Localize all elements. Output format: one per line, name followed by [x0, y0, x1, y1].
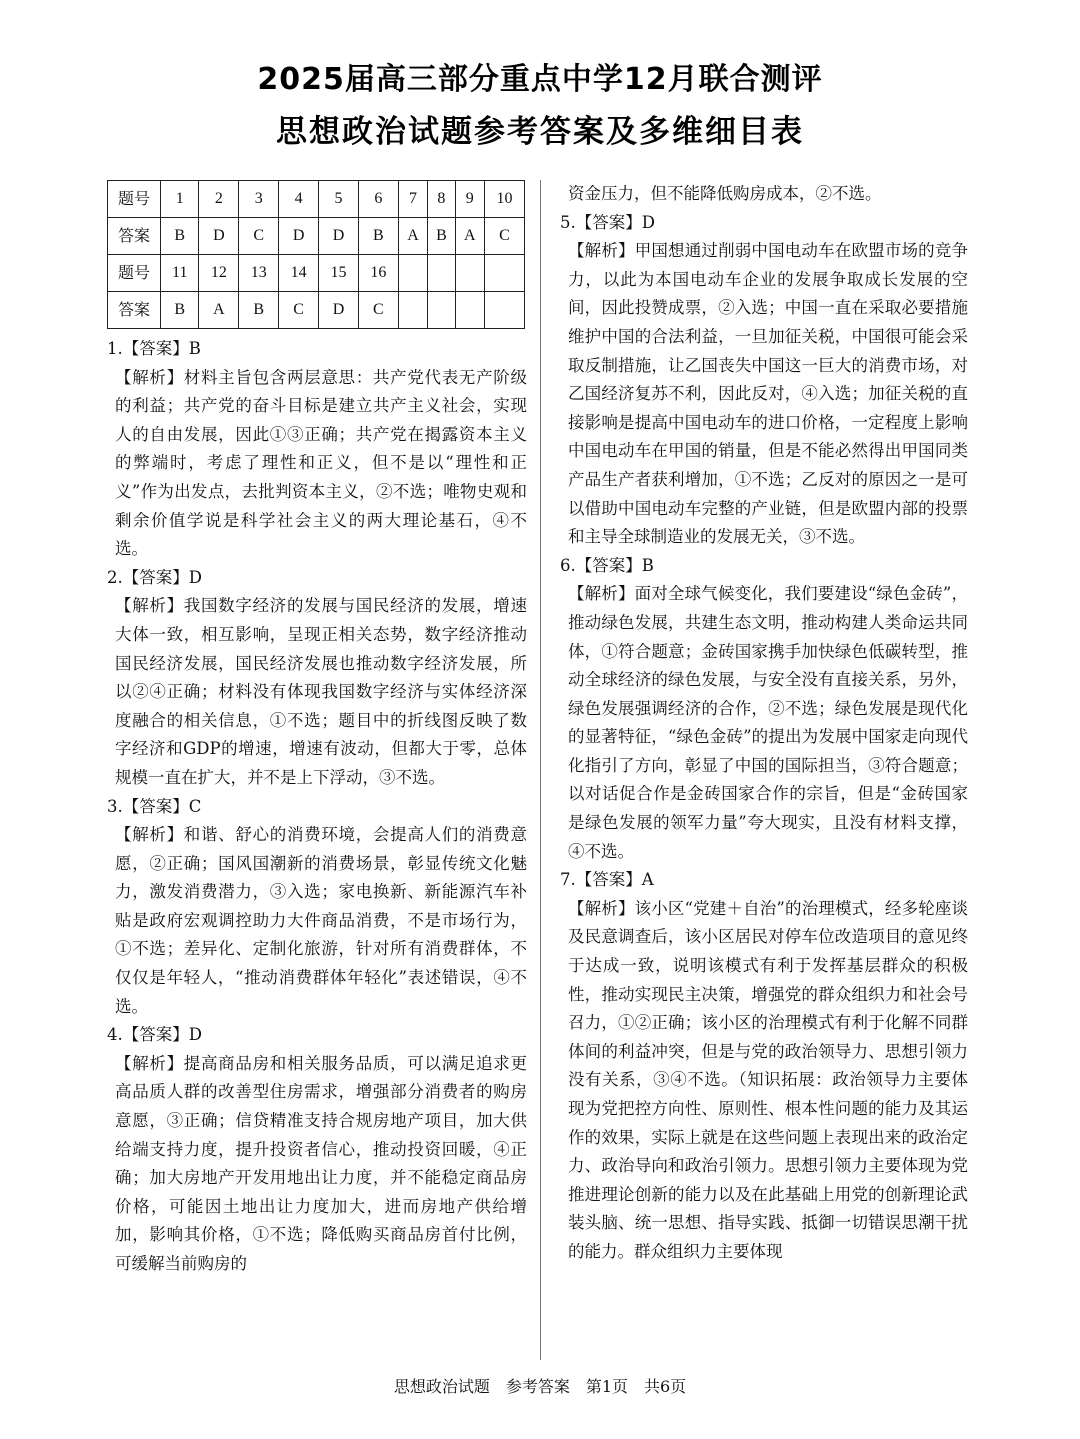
table-row [108, 255, 525, 292]
question-block-5 [560, 209, 968, 552]
table-cell: 8 [428, 181, 455, 218]
table-cell: A [199, 292, 239, 329]
page-title: 2025届高三部分重点中学12月联合测评 [257, 62, 823, 97]
answer-table [107, 180, 525, 329]
table-cell [398, 255, 427, 292]
table-cell: B [161, 218, 199, 255]
table-cell: 1 [161, 181, 199, 218]
table-cell [398, 292, 427, 329]
question-block-7 [560, 866, 968, 1266]
answer-line: 6.【答案】B [560, 555, 654, 575]
table-cell: 2 [199, 181, 239, 218]
analysis-continuation: 资金压力，但不能降低购房成本，②不选。 [568, 184, 882, 203]
table-cell: 13 [239, 255, 279, 292]
table-cell: D [279, 218, 319, 255]
table-cell: 11 [161, 255, 199, 292]
analysis-text: 【解析】材料主旨包含两层意思：共产党代表无产阶级的利益；共产党的奋斗目标是建立共产主义社会，实现人的自由发展，因此①③正确；共产党在揭露资本主义的弊端时，考虑了理性和正义，但不是以“理性和正义”作为出发点，去批判资本主义，②不选；唯物史观和剩余价值学说是科学社会主义的两大理论基石，④不选。 [115, 367, 527, 559]
left-column [107, 180, 527, 1279]
table-cell [485, 292, 525, 329]
table-cell: D [199, 218, 239, 255]
table-cell: 6 [358, 181, 398, 218]
table-cell: 4 [279, 181, 319, 218]
answer-line: 3.【答案】C [107, 796, 202, 816]
analysis-text: 【解析】我国数字经济的发展与国民经济的发展，增速大体一致，相互影响，呈现正相关态势，数字经济推动国民经济发展，国民经济发展也推动数字经济发展，所以②④正确；材料没有体现我国数字经济与实体经济深度融合的相关信息，①不选；题目中的折线图反映了数字经济和GDP的增速，增速有波动，但都大于零，总体规模一直在扩大，并不是上下浮动，③不选。 [115, 596, 527, 787]
table-cell [455, 292, 484, 329]
table-cell: 16 [358, 255, 398, 292]
table-cell [428, 292, 455, 329]
page-footer: 思想政治试题 参考答案 第1页 共6页 [393, 1377, 687, 1396]
table-cell: 7 [398, 181, 427, 218]
table-row [108, 292, 525, 329]
answer-line: 4.【答案】D [107, 1025, 202, 1045]
table-cell [428, 255, 455, 292]
table-cell: A [398, 218, 427, 255]
table-cell: 15 [319, 255, 359, 292]
question-block-4 [107, 1021, 527, 1278]
table-cell: B [428, 218, 455, 255]
table-cell: A [455, 218, 484, 255]
answer-line: 2.【答案】D [107, 567, 202, 587]
right-column [560, 180, 968, 1267]
table-header-cell: 题号 [108, 181, 161, 218]
table-cell: C [279, 292, 319, 329]
analysis-text: 【解析】提高商品房和相关服务品质，可以满足追求更高品质人群的改善型住房需求，增强部分消费者的购房意愿，③正确；信贷精准支持合规房地产项目，加大供给端支持力度，提升投资者信心，推动投资回暖，④正确；加大房地产开发用地出让力度，并不能稳定商品房价格，可能因土地出让力度加大，进而房地产供给增加，影响其价格，①不选；降低购买商品房首付比例，可缓解当前购房的 [115, 1053, 527, 1273]
table-cell: B [358, 218, 398, 255]
answer-line: 5.【答案】D [560, 212, 655, 232]
table-header-cell: 答案 [108, 292, 161, 329]
question-block-6 [560, 552, 968, 867]
table-cell [455, 255, 484, 292]
column-divider [540, 180, 541, 1360]
table-cell: 3 [239, 181, 279, 218]
table-cell: 12 [199, 255, 239, 292]
answer-line: 1.【答案】B [107, 339, 201, 358]
table-cell: 5 [319, 181, 359, 218]
table-cell: B [161, 292, 199, 329]
table-cell: D [319, 292, 359, 329]
table-cell: B [239, 292, 279, 329]
table-cell: C [485, 218, 525, 255]
table-cell: C [358, 292, 398, 329]
table-cell [485, 255, 525, 292]
table-cell: D [319, 218, 359, 255]
analysis-text: 【解析】和谐、舒心的消费环境，会提高人们的消费意愿，②正确；国风国潮新的消费场景，彰显传统文化魅力，激发消费潜力，③入选；家电换新、新能源汽车补贴是政府宏观调控助力大件商品消费，不是市场行为，①不选；差异化、定制化旅游，针对所有消费群体，不仅仅是年轻人，“推动消费群体年轻化”表述错误，④不选。 [115, 825, 527, 1016]
question-block-2 [107, 564, 527, 793]
page-subtitle: 思想政治试题参考答案及多维细目表 [276, 114, 804, 150]
table-cell: C [239, 218, 279, 255]
question-block-1 [107, 335, 527, 564]
table-header-cell: 答案 [108, 218, 161, 255]
table-cell: 14 [279, 255, 319, 292]
answer-line: 7.【答案】A [560, 870, 654, 890]
analysis-text: 【解析】甲国想通过削弱中国电动车在欧盟市场的竞争力，以此为本国电动车企业的发展争取成长发展的空间，因此投赞成票，②入选；中国一直在采取必要措施维护中国的合法利益，一旦加征关税，中国很可能会采取反制措施，让乙国丧失中国这一巨大的消费市场，对乙国经济复苏不利，因此反对，④入选；加征关税的直接影响是提高中国电动车的进口价格，一定程度上影响中国电动车在甲国的销量，但是不能必然得出甲国同类产品生产者获利增加，①不选；乙反对的原因之一是可以借助中国电动车完整的产业链，但是欧盟内部的投票和主导全球制造业的发展无关，③不选。 [568, 241, 968, 547]
question-block-3 [107, 793, 527, 1022]
table-cell: 10 [485, 181, 525, 218]
table-row [108, 218, 525, 255]
table-row [108, 181, 525, 218]
table-cell: 9 [455, 181, 484, 218]
table-header-cell: 题号 [108, 255, 161, 292]
analysis-text: 【解析】面对全球气候变化，我们要建设“绿色金砖”，推动绿色发展，共建生态文明，推动构建人类命运共同体，①符合题意；金砖国家携手加快绿色低碳转型，推动全球经济的绿色发展，与安全没有直接关系，另外，绿色发展强调经济的合作，②不选；绿色发展是现代化的显著特征，“绿色金砖”的提出为发展中国家走向现代化指引了方向，彰显了中国的国际担当，③符合题意；以对话促合作是金砖国家合作的宗旨，但是“金砖国家是绿色发展的领军力量”夸大现实，且没有材料支撑，④不选。 [568, 584, 968, 861]
analysis-text: 【解析】该小区“党建＋自治”的治理模式，经多轮座谈及民意调查后，该小区居民对停车位改造项目的意见终于达成一致，说明该模式有利于发挥基层群众的积极性，推动实现民主决策，增强党的群众组织力和社会号召力，①②正确；该小区的治理模式有利于化解不同群体间的利益冲突，但是与党的政治领导力、思想引领力没有关系，③④不选。（知识拓展：政治领导力主要体现为党把控方向性、原则性、根本性问题的能力及其运作的效果，实际上就是在这些问题上表现出来的政治定力、政治导向和政治引领力。思想引领力主要体现为党推进理论创新的能力以及在此基础上用党的创新理论武装头脑、统一思想、指导实践、抵御一切错误思潮干扰的能力。群众组织力主要体现 [568, 898, 968, 1261]
